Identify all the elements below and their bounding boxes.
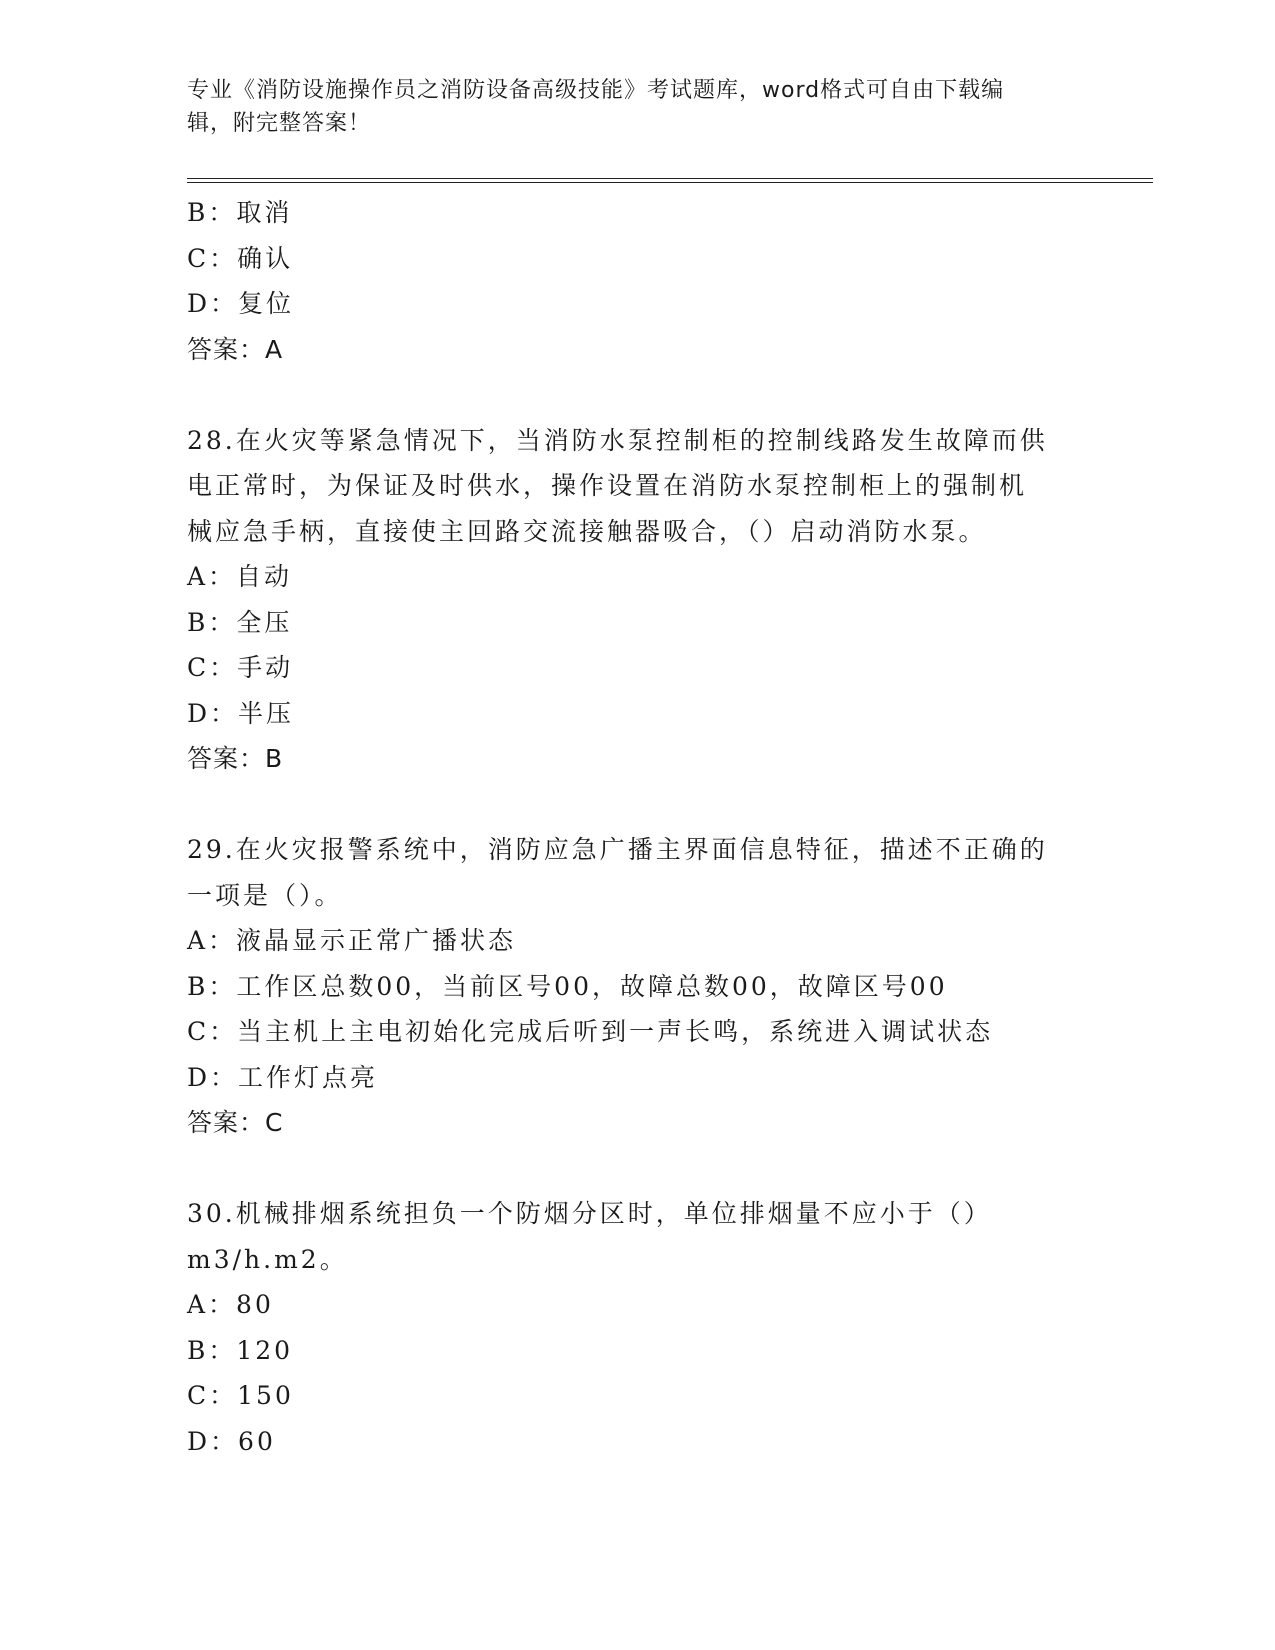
option-a: A：自动 [187,562,293,591]
option-d: D：半压 [187,698,295,728]
question-30-block [187,1191,1087,1464]
question-text-line: 28.在火灾等紧急情况下，当消防水泵控制柜的控制线路发生故障而供 [187,425,1048,455]
header-rule-bottom [187,182,1153,183]
question-28-block [187,418,1087,782]
spacer [187,782,1087,828]
option-a: A：液晶显示正常广播状态 [187,926,517,955]
option-a: A：80 [187,1290,274,1319]
option-d: D：60 [187,1426,276,1456]
answer-label: 答案：A [187,334,284,364]
answer-label: 答案：B [187,744,284,773]
question-text-line: 30.机械排烟系统担负一个防烟分区时，单位排烟量不应小于（） [187,1199,992,1228]
option-b: B：工作区总数00，当前区号00，故障总数00，故障区号00 [187,971,948,1001]
spacer [187,372,1087,418]
question-29-block [187,827,1087,1146]
question-text-line: 一项是（）。 [187,880,343,910]
option-c: C：手动 [187,653,294,682]
option-c: C：150 [187,1381,294,1410]
option-b: B：全压 [187,607,293,637]
option-d: D：工作灯点亮 [187,1062,379,1092]
answer-label: 答案：C [187,1108,284,1137]
question-content [187,190,1087,1464]
prev-question-block [187,190,1087,372]
header-line-2: 辑，附完整答案！ [187,111,372,136]
header-line-1: 专业《消防设施操作员之消防设备高级技能》考试题库，word格式可自由下载编 [187,78,1005,103]
option-c: C：当主机上主电初始化完成后听到一声长鸣，系统进入调试状态 [187,1017,994,1046]
page-header [187,74,1067,140]
question-text-line: m3/h.m2。 [187,1244,348,1274]
question-text-line: 电正常时，为保证及时供水，操作设置在消防水泵控制柜上的强制机 [187,471,1028,500]
question-text-line: 29.在火灾报警系统中，消防应急广播主界面信息特征，描述不正确的 [187,835,1048,864]
question-text-line: 械应急手柄，直接使主回路交流接触器吸合，（）启动消防水泵。 [187,516,987,546]
header-rule-top [187,178,1153,179]
option-b: B：120 [187,1335,294,1365]
spacer [187,1146,1087,1192]
option-b: B：取消 [187,198,293,227]
option-c: C：确认 [187,243,294,273]
option-d: D：复位 [187,289,295,318]
